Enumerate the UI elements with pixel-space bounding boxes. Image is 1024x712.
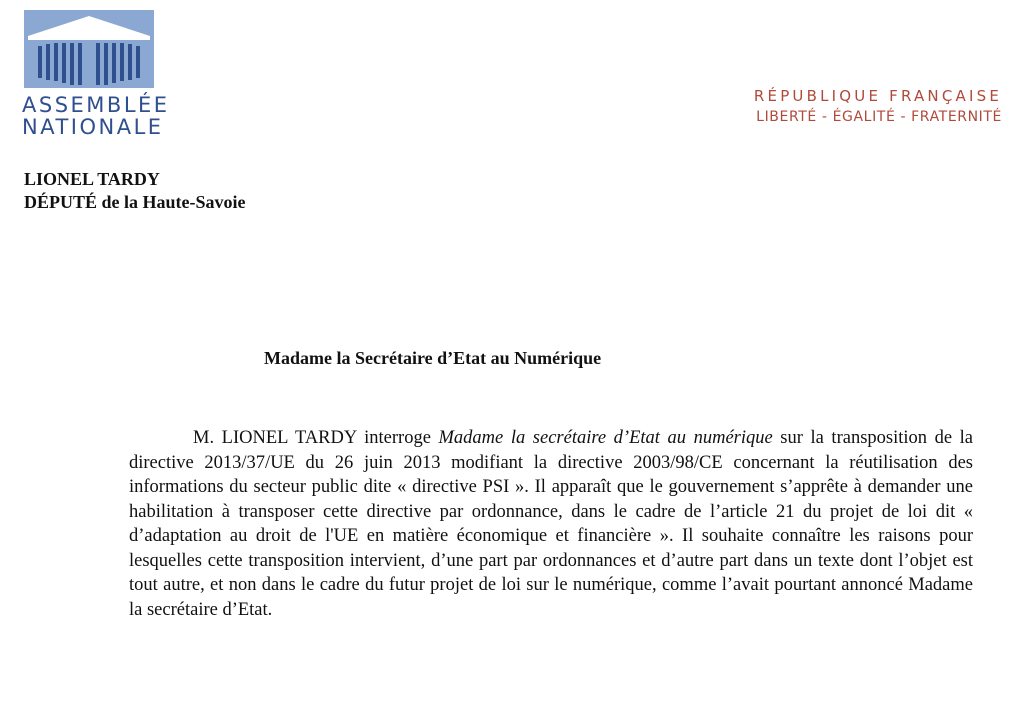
question-recipient: Madame la secrétaire d’Etat au numérique <box>438 428 773 448</box>
republic-name: RÉPUBLIQUE FRANÇAISE <box>753 87 1002 105</box>
author-name: LIONEL TARDY <box>24 169 160 189</box>
addressee-heading: Madame la Secrétaire d’Etat au Numérique <box>264 348 602 368</box>
question-lead: M. LIONEL TARDY interroge <box>193 428 439 448</box>
org-name-line1: ASSEMBLÉE <box>22 93 170 117</box>
author-title: DÉPUTÉ de la Haute-Savoie <box>24 192 246 212</box>
assemblee-nationale-building-icon <box>24 10 154 88</box>
org-name-line2: NATIONALE <box>22 115 164 139</box>
question-text: sur la transposition de la directive 2013/37/UE du 26 juin 2013 modifiant la directive 2003/98/CE concernant la réutilisation des informations du secteur public dite « directive PSI ». Il apparaît que le gouvernement s’apprête à demander une habilitation à transposer cette directive par ordonnance, dans le cadre de l’article 21 du projet de loi dit « d’adaptation au droit de l'UE en matière économique et financière ». Il souhaite connaître les raisons pour lesquelles cette transposition intervient, d’une part par ordonnances et d’autre part dans un texte dont l’objet est tout autre, et non dans le cadre du futur projet de loi sur le numérique, comme l’avait pourtant annoncé Madame la secrétaire d’Etat. <box>129 428 973 620</box>
assemblee-nationale-logo <box>22 10 172 140</box>
question-paragraph <box>129 426 973 622</box>
author-block <box>24 168 246 214</box>
republic-motto <box>754 86 1002 128</box>
republic-motto-text: LIBERTÉ - ÉGALITÉ - FRATERNITÉ <box>756 109 1002 125</box>
